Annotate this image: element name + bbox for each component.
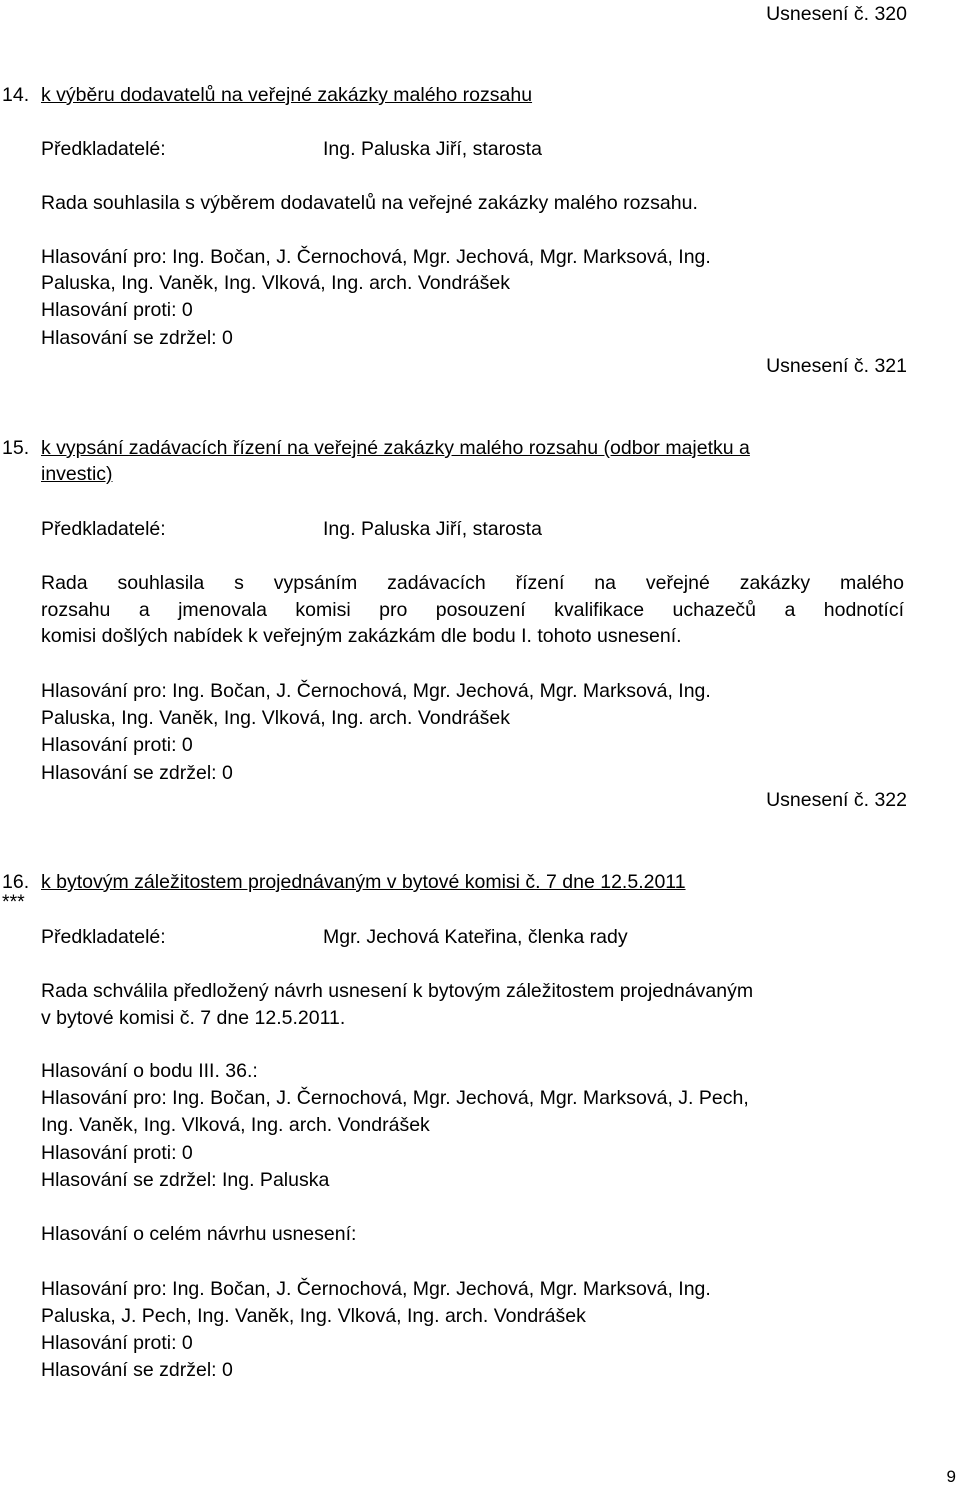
vote-for-line: Hlasování pro: Ing. Bočan, J. Černochová, Mgr. Jechová, Mgr. Marksová, Ing.	[41, 1278, 711, 1300]
vote-for-line: Paluska, Ing. Vaněk, Ing. Vlková, Ing. arch. Vondrášek	[41, 272, 510, 294]
resolution-number: Usnesení č. 322	[766, 789, 907, 811]
presenter-name: Ing. Paluska Jiří, starosta	[323, 518, 542, 540]
item-number: 16.	[2, 871, 30, 893]
decision-line: v bytové komisi č. 7 dne 12.5.2011.	[41, 1007, 346, 1029]
decision-line: Rada schválila předložený návrh usnesení k bytovým záležitostem projednávaným	[41, 980, 754, 1002]
vote-against: Hlasování proti: 0	[41, 1332, 193, 1354]
vote-for-line: Hlasování pro: Ing. Bočan, J. Černochová, Mgr. Jechová, Mgr. Marksová, Ing.	[41, 680, 711, 702]
decision-line: komisi došlých nabídek k veřejným zakázkám dle bodu I. tohoto usnesení.	[41, 625, 682, 647]
decision-text: Rada souhlasila s výběrem dodavatelů na veřejné zakázky malého rozsahu.	[41, 192, 698, 214]
page-number: 9	[946, 1467, 956, 1486]
presenter-name: Ing. Paluska Jiří, starosta	[323, 138, 542, 160]
vote-for-line: Paluska, Ing. Vaněk, Ing. Vlková, Ing. arch. Vondrášek	[41, 707, 510, 729]
presenter-label: Předkladatelé:	[41, 138, 166, 160]
point-vote-heading: Hlasování o bodu III. 36.:	[41, 1060, 258, 1082]
resolution-number: Usnesení č. 321	[766, 355, 907, 377]
vote-against: Hlasování proti: 0	[41, 734, 193, 756]
item-title-line: k vypsání zadávacích řízení na veřejné zakázky malého rozsahu (odbor majetku a	[41, 437, 750, 459]
vote-abstain: Hlasování se zdržel: Ing. Paluska	[41, 1169, 330, 1191]
presenter-label: Předkladatelé:	[41, 926, 166, 948]
presenter-name: Mgr. Jechová Kateřina, členka rady	[323, 926, 628, 948]
vote-abstain: Hlasování se zdržel: 0	[41, 327, 233, 349]
item-number: 15.	[2, 437, 30, 459]
whole-vote-heading: Hlasování o celém návrhu usnesení:	[41, 1223, 357, 1245]
vote-for-line: Ing. Vaněk, Ing. Vlková, Ing. arch. Vondrášek	[41, 1114, 430, 1136]
decision-line: rozsahu a jmenovala komisi pro posouzení kvalifikace uchazečů a hodnotící	[41, 599, 904, 621]
decision-line: Rada souhlasila s vypsáním zadávacích řízení na veřejné zakázky malého	[41, 572, 904, 594]
item-title: k výběru dodavatelů na veřejné zakázky malého rozsahu	[41, 84, 533, 106]
resolution-number: Usnesení č. 320	[766, 3, 907, 25]
vote-for-line: Hlasování pro: Ing. Bočan, J. Černochová, Mgr. Jechová, Mgr. Marksová, J. Pech,	[41, 1087, 749, 1109]
confidential-marker: ***	[2, 891, 25, 913]
presenter-label: Předkladatelé:	[41, 518, 166, 540]
vote-for-line: Paluska, J. Pech, Ing. Vaněk, Ing. Vlková, Ing. arch. Vondrášek	[41, 1305, 586, 1327]
vote-abstain: Hlasování se zdržel: 0	[41, 1359, 233, 1381]
item-title: k bytovým záležitostem projednávaným v bytové komisi č. 7 dne 12.5.2011	[41, 871, 686, 893]
vote-for-line: Hlasování pro: Ing. Bočan, J. Černochová, Mgr. Jechová, Mgr. Marksová, Ing.	[41, 246, 711, 268]
item-title-line: investic)	[41, 463, 113, 485]
vote-against: Hlasování proti: 0	[41, 1142, 193, 1164]
vote-abstain: Hlasování se zdržel: 0	[41, 762, 233, 784]
item-number: 14.	[2, 84, 30, 106]
vote-against: Hlasování proti: 0	[41, 299, 193, 321]
